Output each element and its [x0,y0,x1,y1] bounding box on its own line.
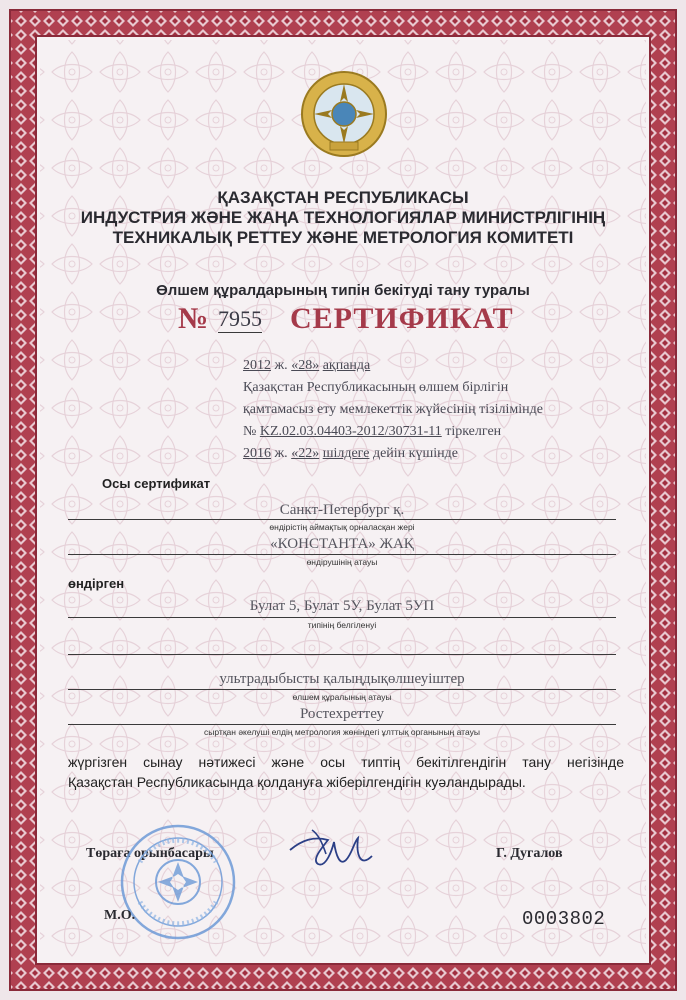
type-caption: типінің белгіленуі [307,620,377,630]
location-line [68,519,616,520]
header-line-2: ИНДУСТРИЯ ЖӘНЕ ЖАҢА ТЕХНОЛОГИЯЛАР МИНИСТРЛІГІНІҢ [80,208,606,227]
certificate-intro-label: Осы сертификат [102,476,211,491]
manufacturer-caption: өндірушінің атауы [306,557,378,567]
registration-line-5: 2016 ж. «22» шілдеге дейін күшінде [243,446,458,461]
serial-number: 0003802 [522,908,606,930]
certificate-number-sign: № [178,302,209,335]
header-line-3: ТЕХНИКАЛЫҚ РЕТТЕУ ЖӘНЕ МЕТРОЛОГИЯ КОМИТЕТІ [112,228,574,247]
registration-line-2: Қазақстан Республикасының өлшем бірлігін [243,380,509,395]
tested-by-line [68,724,616,725]
seal-place-label: М.О. [104,908,136,923]
location-value: Санкт-Петербург қ. [279,502,405,518]
header-line-1: ҚАЗАҚСТАН РЕСПУБЛИКАСЫ [217,188,469,207]
certificate-subtitle: Өлшем құралдарының типін бекітуді тану туралы [156,282,530,299]
instrument-value: ультрадыбысты қалыңдықөлшеуіштер [219,671,465,687]
registration-line-3: қамтамасыз ету мемлекеттік жүйесінің тізілімінде [243,402,543,417]
type-value: Булат 5, Булат 5У, Булат 5УП [249,598,435,614]
chairman-label: Төраға орынбасары [86,846,214,861]
manufacturer-value: «КОНСТАНТА» ЖАҚ [270,536,414,552]
instrument-caption: өлшем құралының атауы [292,692,392,702]
statement-line-2: Қазақстан Республикасында қолдануға жіберілгендігін куәландырады. [68,774,526,790]
tested-by-caption: сыртқан әкелуші елдің метрология жөніндегі ұлттық органының атауы [204,727,480,737]
type-line [68,617,616,618]
registration-line-4: № KZ.02.03.04403-2012/30731-11 тіркелген [243,424,502,439]
manufacturer-line [68,554,616,555]
produced-label: өндірген [68,576,125,591]
statement-line-1: жүргізген сынау нәтижесі және осы типтің бекітілгендігін тану негізінде [68,754,624,770]
type-extra-line [68,654,616,655]
certificate-number: 7955 [218,306,262,331]
registration-line-1: 2012 ж. «28» ақпанда [243,358,371,373]
signature-icon [282,820,382,878]
tested-by-value: Ростехреттеу [299,706,385,722]
emblem-icon [300,68,388,160]
chairman-name: Г. Дугалов [496,846,563,861]
location-caption: өндірістің аймақтық орналасқан жері [269,522,415,532]
instrument-line [68,689,616,690]
certificate-title: СЕРТИФИКАТ [290,302,514,335]
stamp-icon [118,822,238,942]
